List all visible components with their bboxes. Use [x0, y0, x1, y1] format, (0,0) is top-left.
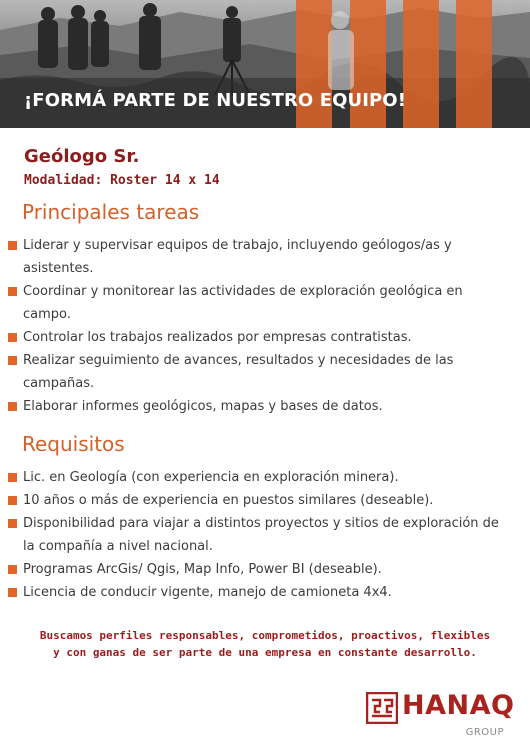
- list-item-text: 10 años o más de experiencia en puestos similares (deseable).: [23, 493, 434, 508]
- closing-line-1: Buscamos perfiles responsables, comprometidos, proactivos, flexibles: [39, 629, 491, 642]
- list-item: [8, 395, 514, 418]
- list-item: [8, 234, 514, 280]
- tareas-heading: Principales tareas: [22, 200, 200, 224]
- hanaq-logo: [366, 690, 516, 742]
- hanaq-logo-icon: [366, 692, 398, 724]
- square-bullet-icon: [8, 588, 17, 597]
- job-modalidad: Modalidad: Roster 14 x 14: [24, 173, 220, 188]
- list-item-text: Elaborar informes geológicos, mapas y bases de datos.: [23, 399, 383, 414]
- closing-line-2: y con ganas de ser parte de una empresa en constante desarrollo.: [53, 646, 477, 659]
- list-item-text: Liderar y supervisar equipos de trabajo, incluyendo geólogos/as y asistentes.: [23, 238, 452, 276]
- list-item: [8, 558, 514, 581]
- list-item-text: Controlar los trabajos realizados por empresas contratistas.: [23, 330, 412, 345]
- hero-banner: [0, 0, 530, 128]
- square-bullet-icon: [8, 565, 17, 574]
- list-item: [8, 466, 514, 489]
- list-item-text: Coordinar y monitorear las actividades de exploración geológica en campo.: [23, 284, 463, 322]
- list-item-text: Licencia de conducir vigente, manejo de camioneta 4x4.: [23, 585, 392, 600]
- list-item-text: Realizar seguimiento de avances, resultados y necesidades de las campañas.: [23, 353, 454, 391]
- logo-wordmark: HANAQ: [402, 690, 515, 721]
- requisitos-list: [8, 466, 514, 604]
- hero-title: ¡FORMÁ PARTE DE NUESTRO EQUIPO!: [24, 90, 407, 111]
- job-title: Geólogo Sr.: [24, 146, 140, 167]
- logo-subtitle: GROUP: [465, 727, 504, 738]
- square-bullet-icon: [8, 473, 17, 482]
- list-item-text: Programas ArcGis/ Qgis, Map Info, Power BI (deseable).: [23, 562, 382, 577]
- list-item: [8, 326, 514, 349]
- square-bullet-icon: [8, 356, 17, 365]
- square-bullet-icon: [8, 496, 17, 505]
- square-bullet-icon: [8, 519, 17, 528]
- square-bullet-icon: [8, 333, 17, 342]
- list-item: [8, 512, 514, 558]
- square-bullet-icon: [8, 402, 17, 411]
- square-bullet-icon: [8, 241, 17, 250]
- tareas-list: [8, 234, 514, 418]
- list-item: [8, 581, 514, 604]
- list-item: [8, 280, 514, 326]
- list-item: [8, 349, 514, 395]
- list-item: [8, 489, 514, 512]
- closing-message: [0, 627, 530, 661]
- list-item-text: Lic. en Geología (con experiencia en exploración minera).: [23, 470, 399, 485]
- square-bullet-icon: [8, 287, 17, 296]
- list-item-text: Disponibilidad para viajar a distintos proyectos y sitios de exploración de la compañía a nivel nacional.: [23, 516, 499, 554]
- requisitos-heading: Requisitos: [22, 432, 125, 456]
